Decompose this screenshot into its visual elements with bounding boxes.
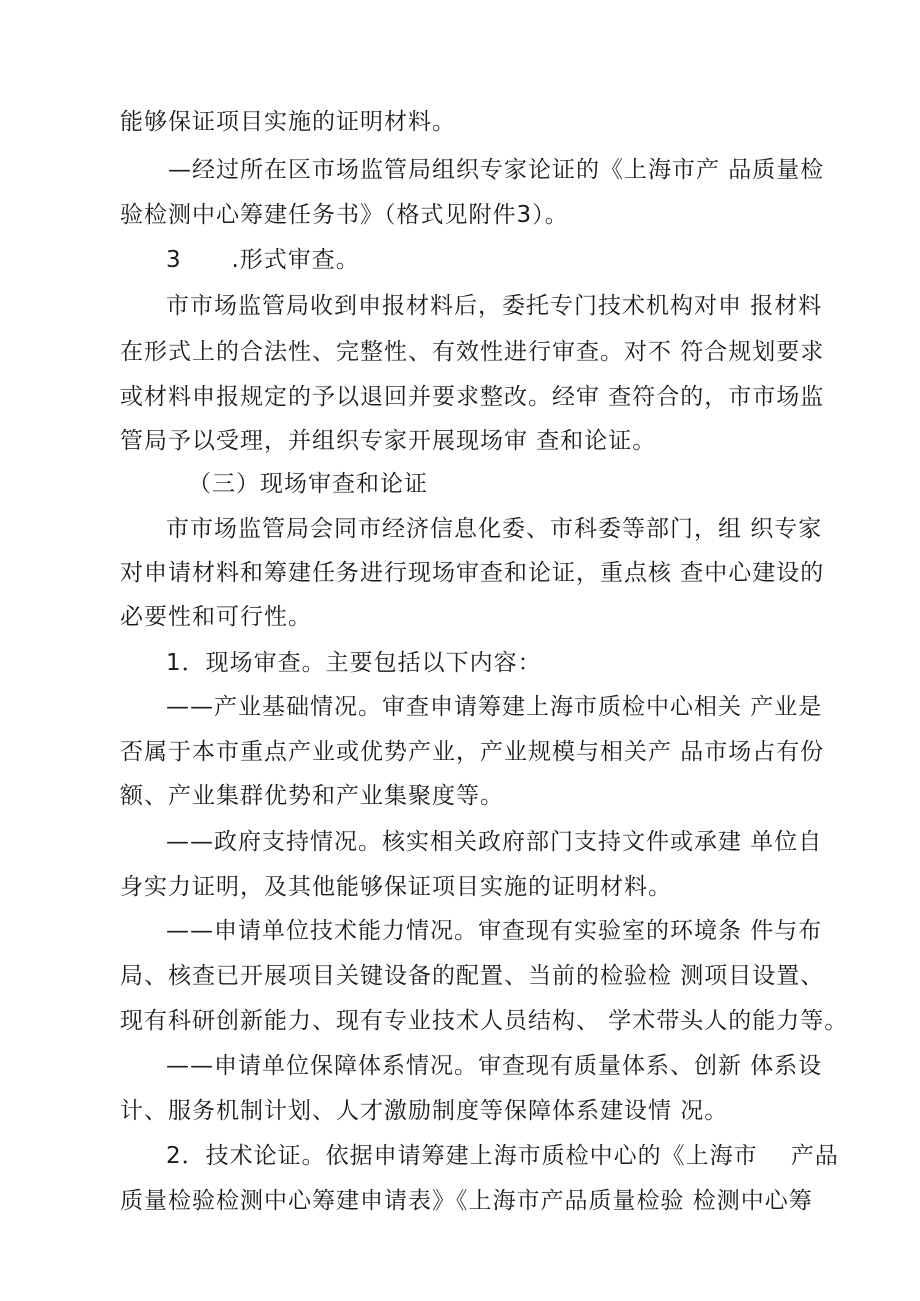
text-line: —经过所在区市场监管局组织专家论证的《上海市产 品质量检 bbox=[168, 157, 825, 183]
text-line: 计、服务机制计划、人才激励制度等保障体系建设情 况。 bbox=[120, 1098, 729, 1124]
text-line: 局、核查已开展项目关键设备的配置、当前的检验检 测项目设置、 bbox=[120, 963, 825, 989]
text-line: 市市场监管局会同市经济信息化委、市科委等部门，组 织专家 bbox=[166, 516, 823, 542]
text-line: ——申请单位保障体系情况。审查现有质量体系、创新 体系设 bbox=[166, 1053, 823, 1079]
text-line: 或材料申报规定的予以退回并要求整改。经审 查符合的，市市场监 bbox=[120, 384, 825, 410]
text-line: 额、产业集群优势和产业集聚度等。 bbox=[120, 783, 504, 809]
text-line: 1．现场审查。主要包括以下内容： bbox=[166, 650, 542, 676]
text-line: ——申请单位技术能力情况。审查现有实验室的环境条 件与布 bbox=[166, 918, 823, 944]
text-line: 在形式上的合法性、完整性、有效性进行审查。对不 符合规划要求 bbox=[120, 339, 825, 365]
text-line: 身实力证明，及其他能够保证项目实施的证明材料。 bbox=[120, 874, 672, 900]
text-line: 对申请材料和筹建任务进行现场审查和论证，重点核 查中心建设的 bbox=[120, 560, 825, 586]
text-line: 必要性和可行性。 bbox=[120, 604, 312, 630]
text-line: 3 .形式审查。 bbox=[166, 247, 360, 273]
text-line: 现有科研创新能力、现有专业技术人员结构、 学术带头人的能力等。 bbox=[120, 1008, 849, 1034]
text-line: 管局予以受理，并组织专家开展现场审 查和论证。 bbox=[120, 428, 657, 454]
text-line: ——政府支持情况。核实相关政府部门支持文件或承建 单位自 bbox=[166, 829, 823, 855]
text-line: 能够保证项目实施的证明材料。 bbox=[120, 109, 456, 135]
text-line: 验检测中心筹建任务书》（格式见附件3）。 bbox=[120, 202, 569, 228]
section-heading: （三）现场审查和论证 bbox=[188, 471, 428, 497]
text-line: 质量检验检测中心筹建申请表》《上海市产品质量检验 检测中心筹 bbox=[120, 1188, 813, 1214]
text-line: ——产业基础情况。审查申请筹建上海市质检中心相关 产业是 bbox=[166, 694, 823, 720]
text-line: 2．技术论证。依据申请筹建上海市质检中心的《上海市 产品 bbox=[166, 1143, 839, 1169]
text-line: 否属于本市重点产业或优势产业，产业规模与相关产 品市场占有份 bbox=[120, 739, 825, 765]
text-line: 市市场监管局收到申报材料后，委托专门技术机构对申 报材料 bbox=[166, 293, 823, 319]
